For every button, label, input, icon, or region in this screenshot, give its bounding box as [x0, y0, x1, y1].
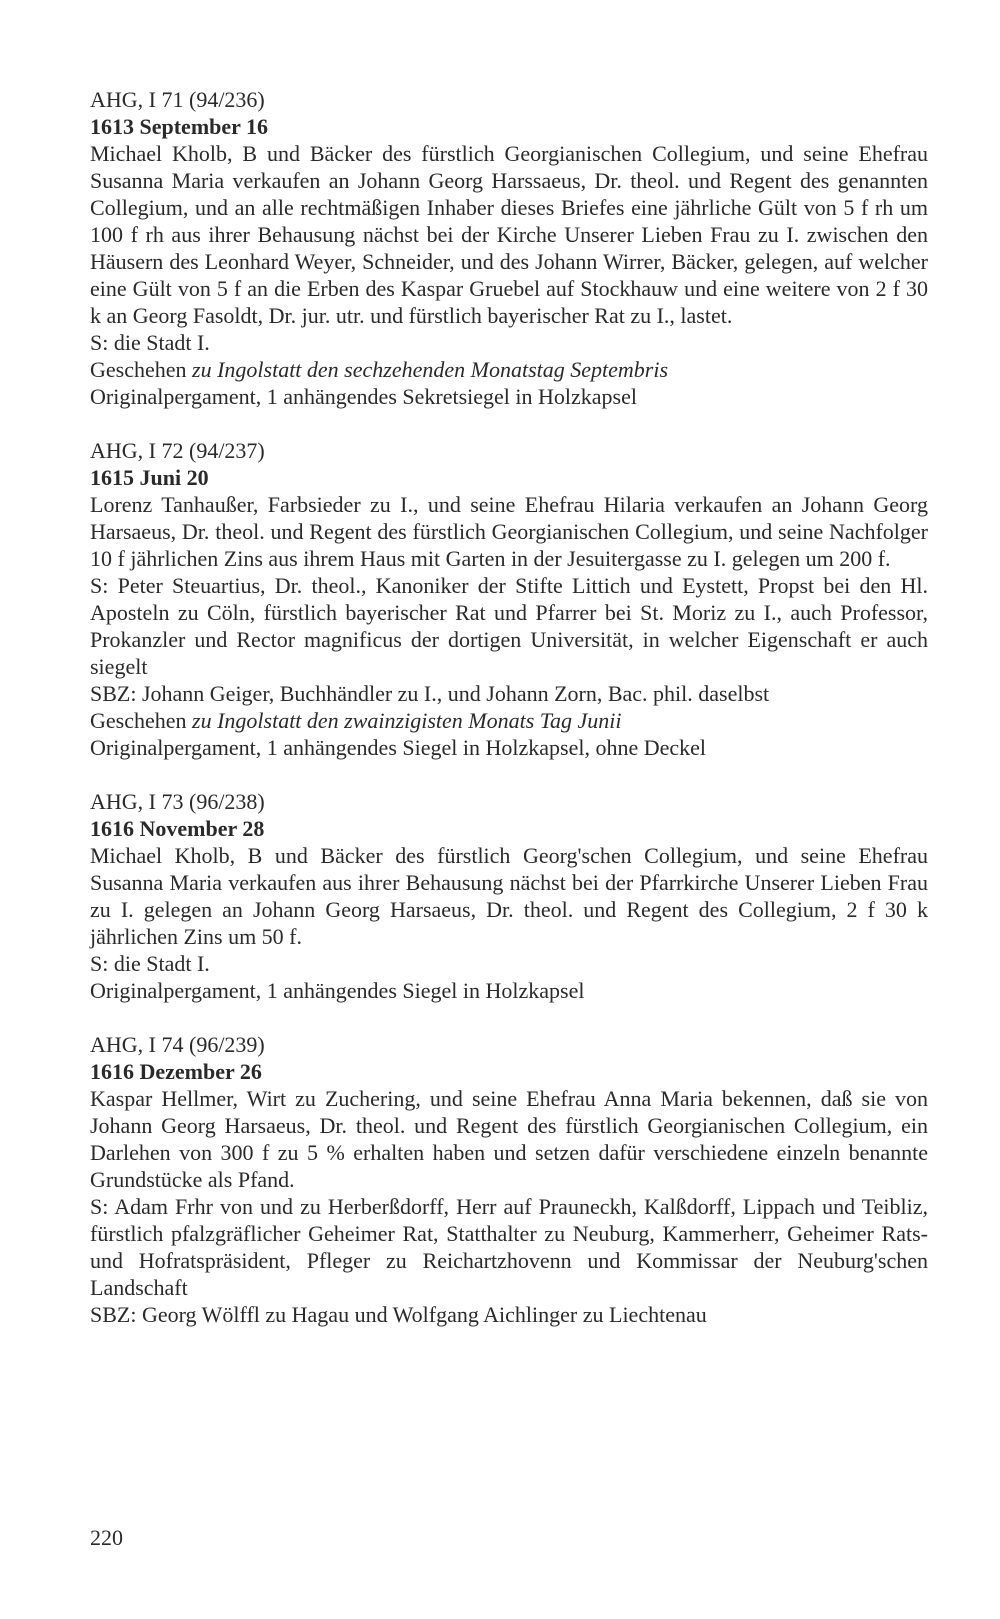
entry-body: Michael Kholb, B und Bäcker des fürstlich Georgianischen Collegium, und seine Ehefrau Susanna Maria verkaufen an Johann Georg Harssaeus, Dr. theol. und Regent des genannten Collegium, und an alle rechtmäßigen Inhaber dieses Briefes eine jährliche Gült von 5 f rh um 100 f rh aus ihrer Behausung nächst bei der Kirche Unserer Lieben Frau zu I. zwischen den Häusern des Leonhard Weyer, Schneider, und des Johann Wirrer, Bäcker, gelegen, auf welcher eine Gült von 5 f an die Erben des Kaspar Gruebel auf Stockhauw und eine weitere von 2 f 30 k an Georg Fasoldt, Dr. jur. utr. und fürstlich bayerischer Rat zu I., lastet. [90, 141, 928, 328]
entry-body: Michael Kholb, B und Bäcker des fürstlich Georg'schen Collegium, und seine Ehefrau Susanna Maria verkaufen aus ihrer Behausung nächst bei der Pfarrkirche Unserer Lieben Frau zu I. gelegen an Johann Georg Harsaeus, Dr. theol. und Regent des Collegium, 2 f 30 k jährlichen Zins um 50 f. [90, 843, 928, 949]
archive-entry [90, 788, 928, 1004]
entry-signature: AHG, I 73 (96/238) [90, 789, 265, 814]
entry-sealer: S: die Stadt I. [90, 330, 210, 355]
entry-issued [90, 356, 928, 383]
entry-issued-quote: zu Ingolstatt den sechzehenden Monatstag Septembris [192, 357, 669, 382]
entry-signature: AHG, I 72 (94/237) [90, 438, 265, 463]
entry-issued-quote: zu Ingolstatt den zwainzigisten Monats Tag Junii [192, 708, 622, 733]
entry-issued [90, 707, 928, 734]
entry-date: 1616 Dezember 26 [90, 1059, 262, 1084]
entry-witnesses: SBZ: Georg Wölffl zu Hagau und Wolfgang Aichlinger zu Liechtenau [90, 1302, 707, 1327]
entry-format: Originalpergament, 1 anhängendes Siegel in Holzkapsel, ohne Deckel [90, 735, 707, 760]
entry-format: Originalpergament, 1 anhängendes Siegel in Holzkapsel [90, 978, 585, 1003]
entry-body: Kaspar Hellmer, Wirt zu Zuchering, und seine Ehefrau Anna Maria bekennen, daß sie von Johann Georg Harsaeus, Dr. theol. und Regent des fürstlich Georgianischen Collegium, ein Darlehen von 300 f zu 5 % erhalten haben und setzen dafür verschiedene einzeln benannte Grundstücke als Pfand. [90, 1086, 928, 1192]
entry-signature: AHG, I 71 (94/236) [90, 87, 265, 112]
archive-entry [90, 1031, 928, 1328]
entry-sealer: S: die Stadt I. [90, 951, 210, 976]
document-page [90, 86, 928, 1355]
entry-signature: AHG, I 74 (96/239) [90, 1032, 265, 1057]
entry-sealer: S: Peter Steuartius, Dr. theol., Kanoniker der Stifte Littich und Eystett, Propst bei den Hl. Aposteln zu Cöln, fürstlich bayerischer Rat und Pfarrer bei St. Moriz zu I., auch Professor, Prokanzler und Rector magnificus der dortigen Universität, in welcher Eigenschaft er auch siegelt [90, 573, 928, 679]
entry-witnesses: SBZ: Johann Geiger, Buchhändler zu I., und Johann Zorn, Bac. phil. daselbst [90, 681, 770, 706]
archive-entry [90, 437, 928, 761]
entry-date: 1613 September 16 [90, 114, 269, 139]
entry-issued-prefix: Geschehen [90, 708, 193, 733]
entry-date: 1616 November 28 [90, 816, 265, 841]
entry-format: Originalpergament, 1 anhängendes Sekretsiegel in Holzkapsel [90, 384, 637, 409]
page-number: 220 [90, 1525, 123, 1550]
entry-body: Lorenz Tanhaußer, Farbsieder zu I., und seine Ehefrau Hilaria verkaufen an Johann Georg Harsaeus, Dr. theol. und Regent des fürstlich Georgianischen Collegium, und seine Nachfolger 10 f jährlichen Zins aus ihrem Haus mit Garten in der Jesuitergasse zu I. gelegen um 200 f. [90, 492, 928, 571]
archive-entry [90, 86, 928, 410]
entry-issued-prefix: Geschehen [90, 357, 193, 382]
entry-date: 1615 Juni 20 [90, 465, 209, 490]
entry-sealer: S: Adam Frhr von und zu Herberßdorff, Herr auf Prauneckh, Kalßdorff, Lippach und Teibliz, fürstlich pfalzgräflicher Geheimer Rat, Statthalter zu Neuburg, Kammerherr, Geheimer Rats- und Hofratspräsident, Pfleger zu Reichartzhovenn und Kommissar der Neuburg'schen Landschaft [90, 1194, 928, 1300]
